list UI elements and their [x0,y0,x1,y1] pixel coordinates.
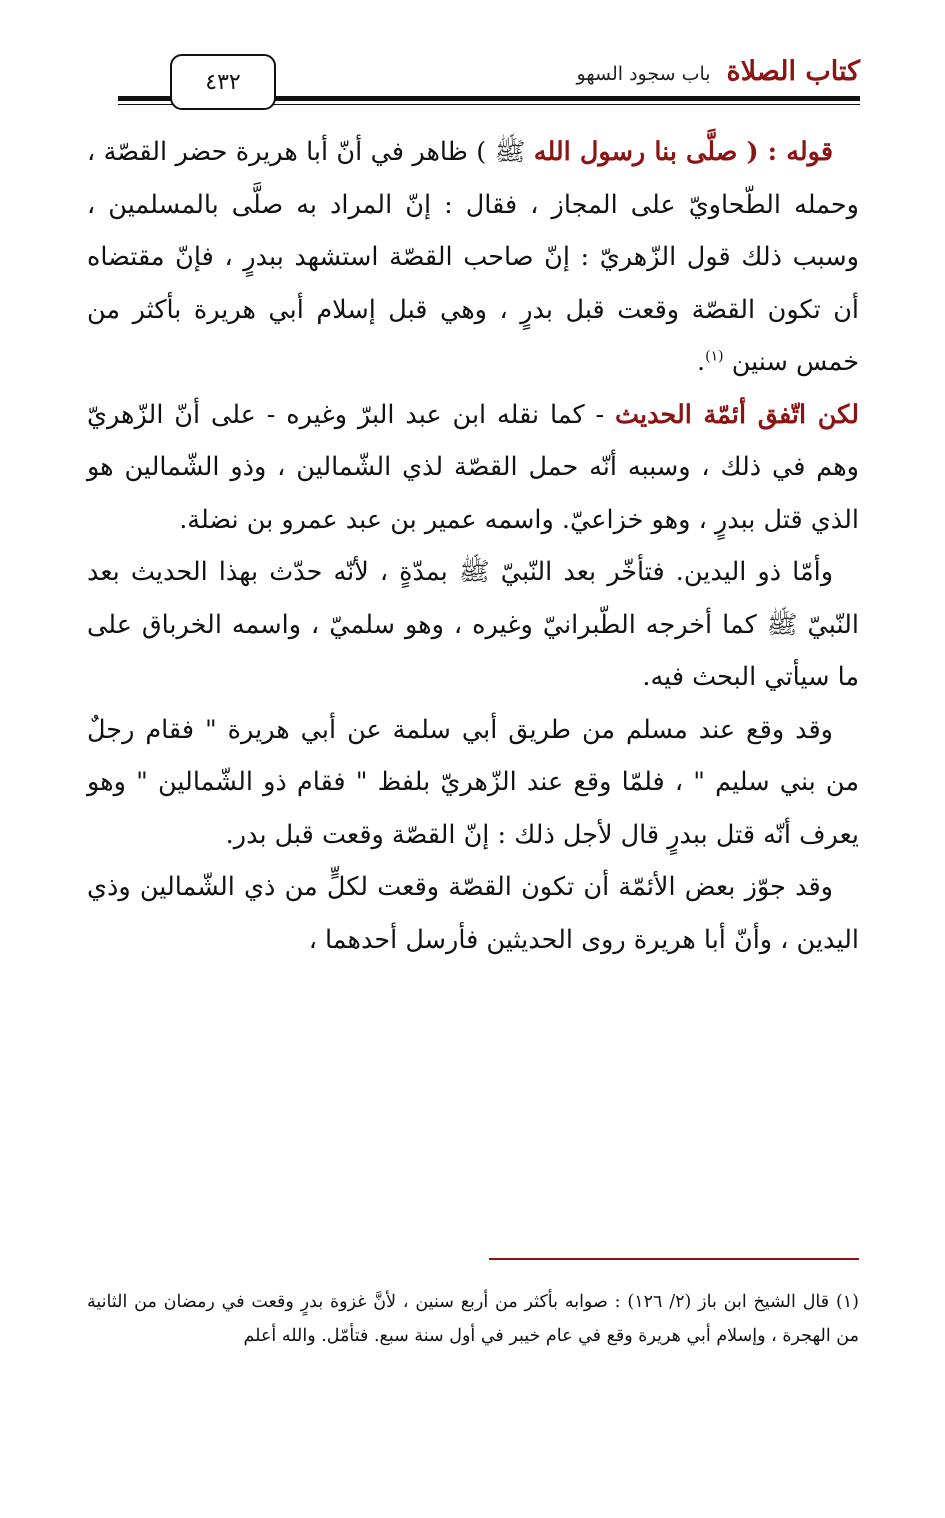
book-title: كتاب الصلاة [726,56,860,87]
footnote-text: قال الشيخ ابن باز (٢/ ١٢٦) : صوابه بأكثر من أربع سنين ، لأنَّ غزوة بدرٍ وقعت في رمضان من الثانية من الهجرة ، وإسلام أبي هريرة وقع في عام خيبر في أول سنة سبع. فتأمّل. والله أعلم [87,1292,859,1346]
paragraph-1-text: ) ظاهر في أنّ أبا هريرة حضر القصّة ، وحمله الطّحاويّ على المجاز ، فقال : إنّ المراد به صلَّى بالمسلمين ، وسبب ذلك قول الزّهريّ : إنّ صاحب القصّة استشهد ببدرٍ ، فإنّ مقتضاه أن تكون القصّة وقعت قبل بدرٍ ، وهي قبل إسلام أبي هريرة بأكثر من خمس سنين [87,137,859,377]
page-header [118,48,860,110]
quoted-phrase: قوله : ( صلَّى بنا رسول الله [533,137,834,167]
page-number: ٤٣٢ [170,54,276,110]
footnote [87,1285,859,1353]
salawat-glyph: ﷺ [458,557,490,587]
paragraph-4-text: وقد وقع عند مسلم من طريق أبي سلمة عن أبي هريرة " فقام رجلٌ من بني سليم " ، فلمّا وقع عند الزّهريّ بلفظ " فقام ذو الشّمالين " وهو يعرف أنّه قتل ببدرٍ قال لأجل ذلك : إنّ القصّة وقعت قبل بدر. [87,714,859,850]
running-head [576,56,860,87]
heading-phrase: لكن اتّفق أئمّة الحديث [615,399,859,430]
footnote-separator [489,1258,859,1260]
paragraph-4 [87,704,859,862]
salawat-glyph: ﷺ [766,609,798,640]
paragraph-1-end: . [697,347,706,377]
paragraph-3-text-b: بمدّةٍ ، لأنّه حدّث بهذا الحديث بعد النّبيّ [87,557,859,640]
footnote-ref[interactable]: (١) [705,348,724,365]
paragraph-1 [87,126,859,389]
chapter-title: باب سجود السهو [576,63,711,85]
main-text [87,126,859,966]
footnote-number: (١) [835,1292,859,1312]
paragraph-5 [87,861,859,966]
paragraph-5-text: وقد جوّز بعض الأئمّة أن تكون القصّة وقعت لكلٍّ من ذي الشّمالين وذي اليدين ، وأنّ أبا هريرة روى الحديثين فأرسل أحدهما ، [87,872,859,955]
paragraph-3-text-c: كما أخرجه الطّبرانيّ وغيره ، وهو سلميّ ، واسمه الخرباق على ما سيأتي البحث فيه. [87,609,859,692]
salawat-glyph: ﷺ [494,137,526,167]
paragraph-3 [87,546,859,704]
paragraph-2-text: - كما نقله ابن عبد البرّ وغيره - على أنّ الزّهريّ وهم في ذلك ، وسببه أنّه حمل القصّة لذي الشّمالين ، وذو الشّمالين هو الذي قتل ببدرٍ ، وهو خزاعيّ. واسمه عمير بن عبد عمرو بن نضلة. [87,399,859,535]
paragraph-3-text-a: وأمّا ذو اليدين. فتأخّر بعد النّبيّ [500,557,834,587]
paragraph-2 [87,389,859,547]
